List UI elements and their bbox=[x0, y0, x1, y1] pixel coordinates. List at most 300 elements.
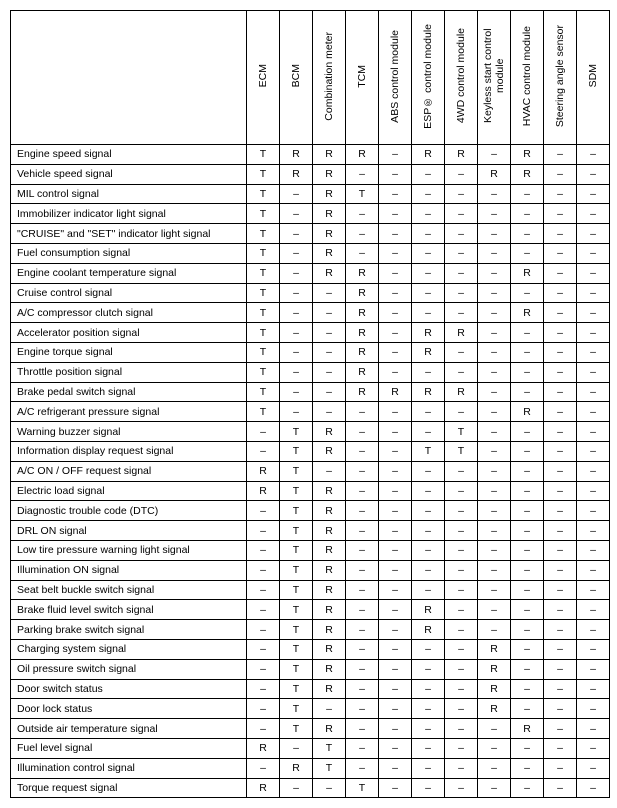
signal-role-cell: – bbox=[544, 481, 577, 501]
signal-role-cell: – bbox=[544, 719, 577, 739]
signal-role-cell: – bbox=[511, 382, 544, 402]
table-row bbox=[11, 758, 610, 778]
table-row bbox=[11, 303, 610, 323]
signal-name-cell: A/C compressor clutch signal bbox=[11, 303, 247, 323]
signal-role-cell: R bbox=[511, 164, 544, 184]
signal-role-cell: – bbox=[478, 382, 511, 402]
signal-role-cell: – bbox=[445, 342, 478, 362]
signal-role-cell: – bbox=[247, 521, 280, 541]
signal-role-cell: – bbox=[478, 224, 511, 244]
signal-role-cell: T bbox=[247, 204, 280, 224]
table-row bbox=[11, 620, 610, 640]
signal-role-cell: – bbox=[478, 342, 511, 362]
signal-role-cell: R bbox=[313, 600, 346, 620]
signal-role-cell: T bbox=[247, 323, 280, 343]
signal-role-cell: T bbox=[247, 402, 280, 422]
signal-role-cell: – bbox=[412, 303, 445, 323]
table-row bbox=[11, 639, 610, 659]
signal-role-cell: – bbox=[577, 501, 610, 521]
signal-role-cell: – bbox=[445, 699, 478, 719]
table-row bbox=[11, 422, 610, 442]
signal-name-cell: Fuel consumption signal bbox=[11, 243, 247, 263]
signal-role-cell: – bbox=[544, 243, 577, 263]
signal-role-cell: – bbox=[313, 362, 346, 382]
signal-role-cell: – bbox=[577, 481, 610, 501]
signal-role-cell: – bbox=[544, 738, 577, 758]
signal-role-cell: R bbox=[445, 382, 478, 402]
signal-role-cell: – bbox=[577, 263, 610, 283]
signal-role-cell: – bbox=[478, 441, 511, 461]
signal-role-cell: – bbox=[511, 699, 544, 719]
signal-role-cell: – bbox=[544, 145, 577, 165]
column-header-label: HVAC control module bbox=[521, 25, 533, 127]
column-header-label: BCM bbox=[290, 64, 302, 88]
signal-role-cell: – bbox=[379, 699, 412, 719]
signal-role-cell: – bbox=[280, 224, 313, 244]
signal-role-cell: – bbox=[511, 323, 544, 343]
signal-name-cell: Illumination control signal bbox=[11, 758, 247, 778]
signal-role-cell: R bbox=[313, 659, 346, 679]
signal-role-cell: – bbox=[577, 461, 610, 481]
signal-role-cell: R bbox=[247, 738, 280, 758]
table-row bbox=[11, 243, 610, 263]
signal-role-cell: – bbox=[577, 342, 610, 362]
signal-name-cell: Immobilizer indicator light signal bbox=[11, 204, 247, 224]
signal-role-cell: – bbox=[577, 422, 610, 442]
signal-role-cell: – bbox=[544, 778, 577, 798]
signal-role-cell: – bbox=[478, 501, 511, 521]
signal-role-cell: – bbox=[346, 461, 379, 481]
signal-role-cell: R bbox=[412, 620, 445, 640]
signal-role-cell: R bbox=[445, 145, 478, 165]
table-row bbox=[11, 402, 610, 422]
signal-role-cell: – bbox=[445, 243, 478, 263]
signal-role-cell: R bbox=[511, 402, 544, 422]
signal-role-cell: R bbox=[346, 283, 379, 303]
signal-role-cell: – bbox=[577, 620, 610, 640]
signal-role-cell: R bbox=[247, 461, 280, 481]
signal-role-cell: R bbox=[346, 362, 379, 382]
signal-role-cell: – bbox=[511, 540, 544, 560]
signal-role-cell: – bbox=[346, 719, 379, 739]
signal-role-cell: – bbox=[412, 758, 445, 778]
column-header-label: Combination meter bbox=[323, 31, 335, 121]
signal-role-cell: – bbox=[379, 540, 412, 560]
signal-role-cell: – bbox=[247, 441, 280, 461]
signal-role-cell: – bbox=[280, 283, 313, 303]
signal-role-cell: T bbox=[280, 620, 313, 640]
signal-role-cell: – bbox=[445, 719, 478, 739]
signal-role-cell: – bbox=[346, 699, 379, 719]
signal-name-cell: Door switch status bbox=[11, 679, 247, 699]
signal-role-cell: – bbox=[313, 342, 346, 362]
signal-role-cell: – bbox=[379, 204, 412, 224]
signal-role-cell: – bbox=[445, 184, 478, 204]
signal-role-cell: T bbox=[280, 521, 313, 541]
signal-role-cell: – bbox=[280, 303, 313, 323]
signal-role-cell: T bbox=[280, 540, 313, 560]
signal-role-cell: – bbox=[280, 362, 313, 382]
signal-role-cell: – bbox=[445, 402, 478, 422]
signal-role-cell: – bbox=[478, 283, 511, 303]
signal-role-cell: – bbox=[379, 224, 412, 244]
signal-role-cell: – bbox=[544, 659, 577, 679]
signal-role-cell: R bbox=[412, 323, 445, 343]
signal-role-cell: R bbox=[412, 382, 445, 402]
signal-role-cell: R bbox=[346, 382, 379, 402]
signal-name-cell: Oil pressure switch signal bbox=[11, 659, 247, 679]
signal-name-cell: Brake fluid level switch signal bbox=[11, 600, 247, 620]
table-row bbox=[11, 600, 610, 620]
signal-role-cell: – bbox=[247, 699, 280, 719]
signal-role-cell: – bbox=[478, 145, 511, 165]
column-header-label: 4WD control module bbox=[455, 28, 467, 124]
signal-role-cell: – bbox=[511, 560, 544, 580]
signal-role-cell: R bbox=[313, 441, 346, 461]
signal-role-cell: – bbox=[511, 283, 544, 303]
table-row bbox=[11, 778, 610, 798]
signal-role-cell: – bbox=[544, 422, 577, 442]
signal-role-cell: – bbox=[478, 521, 511, 541]
signal-role-cell: R bbox=[511, 303, 544, 323]
signal-role-cell: R bbox=[313, 679, 346, 699]
table-row bbox=[11, 145, 610, 165]
column-header bbox=[577, 11, 610, 145]
signal-role-cell: – bbox=[577, 778, 610, 798]
signal-role-cell: – bbox=[412, 263, 445, 283]
signal-role-cell: – bbox=[346, 441, 379, 461]
signal-role-cell: R bbox=[313, 204, 346, 224]
signal-name-cell: Illumination ON signal bbox=[11, 560, 247, 580]
signal-role-cell: – bbox=[445, 600, 478, 620]
signal-name-cell: Throttle position signal bbox=[11, 362, 247, 382]
signal-role-cell: – bbox=[412, 243, 445, 263]
signal-role-cell: – bbox=[379, 303, 412, 323]
signal-role-cell: – bbox=[412, 580, 445, 600]
signal-role-cell: – bbox=[577, 283, 610, 303]
signal-role-cell: – bbox=[577, 600, 610, 620]
signal-role-cell: – bbox=[379, 263, 412, 283]
signal-role-cell: – bbox=[280, 204, 313, 224]
signal-role-cell: – bbox=[478, 719, 511, 739]
signal-name-cell: Engine torque signal bbox=[11, 342, 247, 362]
signal-role-cell: – bbox=[544, 283, 577, 303]
signal-role-cell: – bbox=[577, 738, 610, 758]
signal-role-cell: – bbox=[577, 580, 610, 600]
signal-name-cell: Engine speed signal bbox=[11, 145, 247, 165]
signal-role-cell: – bbox=[379, 461, 412, 481]
signal-role-cell: – bbox=[247, 659, 280, 679]
signal-role-cell: – bbox=[544, 639, 577, 659]
signal-role-cell: R bbox=[478, 699, 511, 719]
signal-role-cell: – bbox=[379, 243, 412, 263]
signal-name-cell: Door lock status bbox=[11, 699, 247, 719]
header-corner-cell bbox=[11, 11, 247, 145]
signal-role-cell: – bbox=[280, 263, 313, 283]
table-row bbox=[11, 283, 610, 303]
signal-role-cell: R bbox=[313, 184, 346, 204]
column-header-label: ECM bbox=[257, 64, 269, 88]
table-row bbox=[11, 738, 610, 758]
signal-role-cell: T bbox=[280, 679, 313, 699]
signal-role-cell: – bbox=[544, 521, 577, 541]
signal-role-cell: – bbox=[412, 461, 445, 481]
signal-role-cell: – bbox=[412, 422, 445, 442]
signal-role-cell: – bbox=[445, 778, 478, 798]
signal-name-cell: MIL control signal bbox=[11, 184, 247, 204]
signal-role-cell: – bbox=[313, 402, 346, 422]
signal-role-cell: – bbox=[247, 580, 280, 600]
signal-role-cell: – bbox=[346, 738, 379, 758]
signal-role-cell: – bbox=[280, 323, 313, 343]
signal-role-cell: – bbox=[445, 639, 478, 659]
signal-role-cell: – bbox=[313, 283, 346, 303]
signal-role-cell: – bbox=[577, 224, 610, 244]
column-header-label: Steering angle sensor bbox=[554, 24, 566, 128]
signal-role-cell: T bbox=[247, 283, 280, 303]
signal-role-cell: – bbox=[445, 362, 478, 382]
signal-role-cell: – bbox=[379, 481, 412, 501]
signal-role-cell: R bbox=[247, 481, 280, 501]
signal-role-cell: T bbox=[247, 382, 280, 402]
signal-role-cell: T bbox=[313, 758, 346, 778]
signal-role-cell: T bbox=[247, 342, 280, 362]
signal-role-cell: – bbox=[577, 362, 610, 382]
signal-role-cell: T bbox=[280, 560, 313, 580]
signal-role-cell: R bbox=[280, 164, 313, 184]
signal-name-cell: Brake pedal switch signal bbox=[11, 382, 247, 402]
signal-role-cell: – bbox=[445, 540, 478, 560]
signal-role-cell: – bbox=[445, 224, 478, 244]
signal-role-cell: – bbox=[379, 620, 412, 640]
signal-role-cell: – bbox=[577, 560, 610, 580]
signal-role-cell: – bbox=[445, 461, 478, 481]
signal-role-cell: – bbox=[346, 580, 379, 600]
signal-role-cell: – bbox=[247, 600, 280, 620]
signal-role-cell: – bbox=[511, 481, 544, 501]
signal-role-cell: – bbox=[379, 600, 412, 620]
signal-role-cell: T bbox=[247, 263, 280, 283]
signal-role-cell: – bbox=[577, 679, 610, 699]
signal-role-cell: – bbox=[577, 699, 610, 719]
signal-role-cell: – bbox=[511, 501, 544, 521]
signal-role-cell: – bbox=[577, 243, 610, 263]
signal-role-cell: – bbox=[478, 422, 511, 442]
signal-role-cell: – bbox=[247, 620, 280, 640]
signal-role-cell: R bbox=[313, 145, 346, 165]
signal-role-cell: – bbox=[445, 758, 478, 778]
signal-role-cell: – bbox=[511, 620, 544, 640]
signal-role-cell: T bbox=[280, 699, 313, 719]
signal-role-cell: – bbox=[544, 362, 577, 382]
signal-role-cell: T bbox=[280, 422, 313, 442]
signal-role-cell: – bbox=[379, 402, 412, 422]
signal-role-cell: – bbox=[379, 659, 412, 679]
signal-role-cell: – bbox=[346, 758, 379, 778]
signal-name-cell: A/C ON / OFF request signal bbox=[11, 461, 247, 481]
column-header bbox=[412, 11, 445, 145]
signal-name-cell: Low tire pressure warning light signal bbox=[11, 540, 247, 560]
signal-role-cell: – bbox=[346, 164, 379, 184]
signal-role-cell: – bbox=[445, 204, 478, 224]
signal-role-cell: – bbox=[346, 422, 379, 442]
signal-role-cell: – bbox=[346, 639, 379, 659]
signal-role-cell: – bbox=[379, 283, 412, 303]
signal-role-cell: – bbox=[445, 560, 478, 580]
signal-role-cell: – bbox=[412, 362, 445, 382]
signal-role-cell: T bbox=[280, 639, 313, 659]
signal-role-cell: – bbox=[280, 778, 313, 798]
signal-role-cell: – bbox=[478, 481, 511, 501]
signal-role-cell: R bbox=[511, 263, 544, 283]
signal-role-cell: – bbox=[379, 758, 412, 778]
signal-role-cell: T bbox=[346, 778, 379, 798]
signal-name-cell: Diagnostic trouble code (DTC) bbox=[11, 501, 247, 521]
signal-role-cell: – bbox=[577, 184, 610, 204]
signal-role-cell: R bbox=[511, 145, 544, 165]
column-header-label: ESP® control module bbox=[422, 23, 434, 129]
signal-role-cell: – bbox=[379, 422, 412, 442]
signal-role-cell: R bbox=[346, 342, 379, 362]
signal-role-cell: R bbox=[379, 382, 412, 402]
signal-role-cell: – bbox=[577, 303, 610, 323]
signal-role-cell: T bbox=[247, 184, 280, 204]
signal-role-cell: – bbox=[379, 164, 412, 184]
signal-role-cell: – bbox=[412, 738, 445, 758]
signal-name-cell: Torque request signal bbox=[11, 778, 247, 798]
signal-role-cell: – bbox=[313, 699, 346, 719]
signal-role-cell: – bbox=[511, 362, 544, 382]
column-header bbox=[544, 11, 577, 145]
signal-role-cell: – bbox=[412, 699, 445, 719]
table-row bbox=[11, 362, 610, 382]
signal-role-cell: – bbox=[346, 600, 379, 620]
signal-role-cell: – bbox=[511, 758, 544, 778]
table-row bbox=[11, 679, 610, 699]
signal-role-cell: T bbox=[247, 303, 280, 323]
signal-role-cell: – bbox=[346, 224, 379, 244]
signal-role-cell: – bbox=[247, 639, 280, 659]
signal-name-cell: Seat belt buckle switch signal bbox=[11, 580, 247, 600]
signal-name-cell: Outside air temperature signal bbox=[11, 719, 247, 739]
signal-name-cell: A/C refrigerant pressure signal bbox=[11, 402, 247, 422]
signal-role-cell: – bbox=[544, 402, 577, 422]
signal-role-cell: – bbox=[379, 778, 412, 798]
signal-role-cell: – bbox=[577, 145, 610, 165]
signal-role-cell: – bbox=[577, 382, 610, 402]
signal-role-cell: T bbox=[280, 441, 313, 461]
signal-role-cell: – bbox=[511, 184, 544, 204]
table-row bbox=[11, 521, 610, 541]
signal-role-cell: – bbox=[280, 243, 313, 263]
signal-role-cell: – bbox=[445, 164, 478, 184]
signal-role-cell: T bbox=[247, 243, 280, 263]
signal-role-cell: – bbox=[412, 540, 445, 560]
signal-role-cell: – bbox=[445, 659, 478, 679]
signal-role-cell: – bbox=[544, 263, 577, 283]
signal-role-cell: – bbox=[511, 342, 544, 362]
signal-role-cell: – bbox=[445, 263, 478, 283]
signal-role-cell: – bbox=[511, 778, 544, 798]
signal-role-cell: – bbox=[412, 224, 445, 244]
signal-role-cell: R bbox=[313, 560, 346, 580]
signal-role-cell: – bbox=[346, 560, 379, 580]
signal-role-cell: – bbox=[379, 719, 412, 739]
signal-role-cell: – bbox=[511, 580, 544, 600]
signal-role-cell: – bbox=[412, 778, 445, 798]
signal-role-cell: – bbox=[346, 402, 379, 422]
signal-role-cell: – bbox=[478, 758, 511, 778]
signal-role-cell: – bbox=[577, 402, 610, 422]
signal-role-cell: – bbox=[544, 758, 577, 778]
signal-name-cell: Engine coolant temperature signal bbox=[11, 263, 247, 283]
signal-role-cell: – bbox=[280, 402, 313, 422]
signal-role-cell: – bbox=[346, 481, 379, 501]
signal-role-cell: R bbox=[313, 719, 346, 739]
signal-role-cell: – bbox=[511, 204, 544, 224]
signal-role-cell: – bbox=[511, 441, 544, 461]
signal-matrix-table bbox=[10, 10, 610, 798]
column-header bbox=[445, 11, 478, 145]
signal-role-cell: – bbox=[478, 323, 511, 343]
signal-role-cell: – bbox=[379, 441, 412, 461]
signal-role-cell: – bbox=[511, 461, 544, 481]
signal-role-cell: R bbox=[313, 580, 346, 600]
signal-role-cell: – bbox=[577, 540, 610, 560]
signal-role-cell: – bbox=[412, 481, 445, 501]
signal-role-cell: – bbox=[478, 738, 511, 758]
table-row bbox=[11, 699, 610, 719]
table-row bbox=[11, 719, 610, 739]
signal-role-cell: – bbox=[544, 164, 577, 184]
signal-role-cell: – bbox=[379, 679, 412, 699]
signal-role-cell: – bbox=[544, 679, 577, 699]
signal-role-cell: – bbox=[478, 303, 511, 323]
signal-role-cell: – bbox=[445, 738, 478, 758]
table-row bbox=[11, 501, 610, 521]
signal-name-cell: Electric load signal bbox=[11, 481, 247, 501]
table-row bbox=[11, 323, 610, 343]
signal-name-cell: "CRUISE" and "SET" indicator light signal bbox=[11, 224, 247, 244]
signal-role-cell: – bbox=[379, 362, 412, 382]
signal-role-cell: – bbox=[346, 540, 379, 560]
signal-role-cell: – bbox=[577, 323, 610, 343]
signal-role-cell: R bbox=[247, 778, 280, 798]
signal-role-cell: – bbox=[478, 402, 511, 422]
signal-role-cell: – bbox=[412, 659, 445, 679]
column-header bbox=[511, 11, 544, 145]
signal-role-cell: – bbox=[577, 204, 610, 224]
signal-role-cell: – bbox=[346, 501, 379, 521]
signal-role-cell: – bbox=[379, 639, 412, 659]
signal-role-cell: – bbox=[445, 679, 478, 699]
signal-role-cell: T bbox=[346, 184, 379, 204]
signal-role-cell: – bbox=[478, 263, 511, 283]
table-row bbox=[11, 184, 610, 204]
signal-role-cell: R bbox=[313, 263, 346, 283]
table-row bbox=[11, 204, 610, 224]
signal-role-cell: – bbox=[412, 679, 445, 699]
signal-role-cell: – bbox=[247, 679, 280, 699]
signal-role-cell: – bbox=[544, 699, 577, 719]
signal-role-cell: T bbox=[247, 145, 280, 165]
column-header bbox=[313, 11, 346, 145]
signal-name-cell: Warning buzzer signal bbox=[11, 422, 247, 442]
signal-role-cell: – bbox=[544, 501, 577, 521]
signal-role-cell: – bbox=[445, 580, 478, 600]
signal-role-cell: – bbox=[412, 639, 445, 659]
signal-role-cell: – bbox=[313, 382, 346, 402]
